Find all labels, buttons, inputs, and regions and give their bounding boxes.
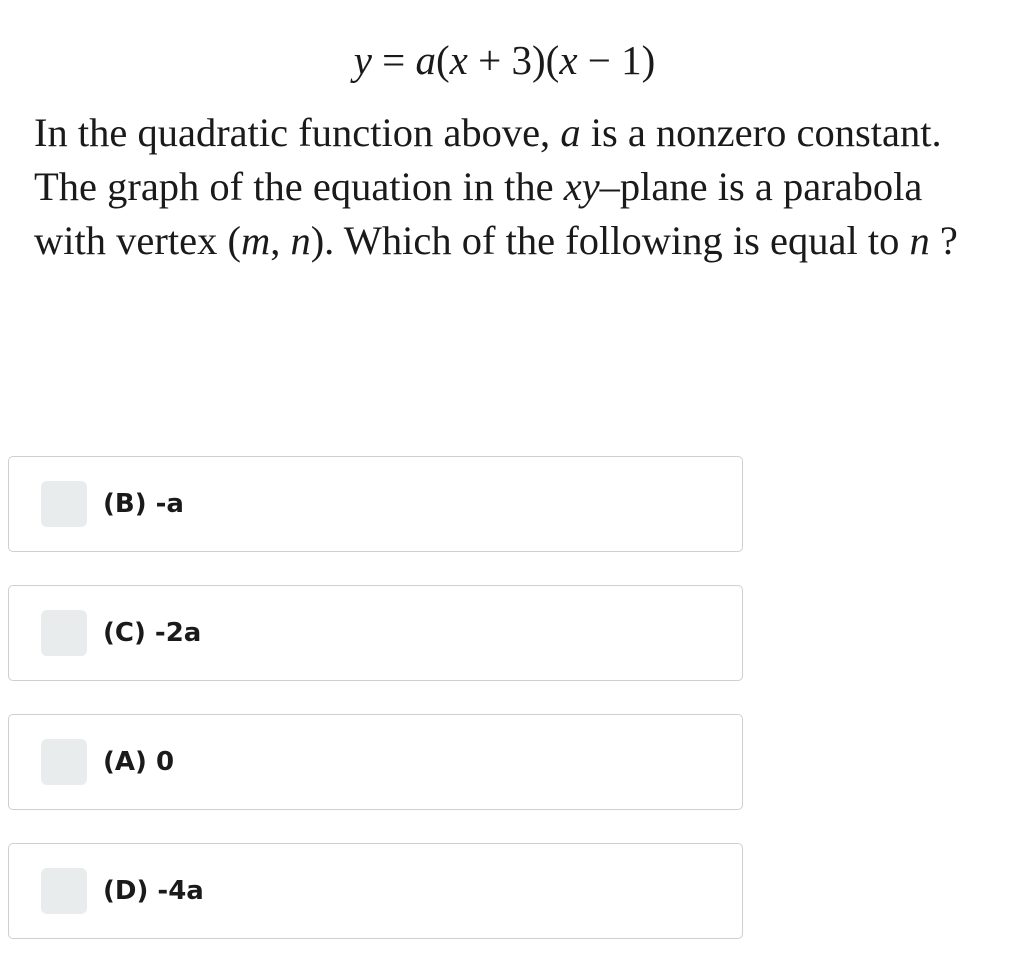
question-text [34, 106, 994, 268]
equation-equals: = [371, 37, 416, 83]
question-part5: ? [929, 218, 958, 263]
checkbox[interactable] [41, 481, 87, 527]
question-part2: is a nonzero constant. The graph of the equation in the [34, 110, 942, 209]
question-m: m [240, 218, 271, 263]
question-a: a [560, 110, 581, 155]
equation-plus3: + 3)( [467, 37, 560, 83]
equation-a: a [415, 37, 437, 83]
answer-option-label: (B) -a [103, 489, 184, 519]
question-xy: xy [563, 164, 600, 209]
equation-x1: x [449, 37, 468, 83]
question-n2: n [909, 218, 930, 263]
equation-x2: x [559, 37, 578, 83]
answer-option-label: (C) -2a [103, 618, 202, 648]
answer-option-label: (A) 0 [103, 747, 175, 777]
equation-open-paren: ( [436, 37, 450, 83]
question-comma: , [270, 218, 291, 263]
checkbox[interactable] [41, 868, 87, 914]
question-part4: ). Which of the following is equal to [310, 218, 910, 263]
question-part1: In the quadratic function above, [34, 110, 561, 155]
question-n1: n [290, 218, 311, 263]
answer-options [8, 456, 743, 972]
checkbox[interactable] [41, 739, 87, 785]
answer-option-a[interactable] [8, 714, 743, 810]
answer-option-c[interactable] [8, 585, 743, 681]
question-part3: –plane is a parabola with vertex ( [34, 164, 923, 263]
equation [0, 34, 1009, 86]
answer-option-b[interactable] [8, 456, 743, 552]
answer-option-d[interactable] [8, 843, 743, 939]
checkbox[interactable] [41, 610, 87, 656]
equation-y: y [353, 37, 372, 83]
equation-minus1: − 1) [577, 37, 656, 83]
answer-option-label: (D) -4a [103, 876, 204, 906]
